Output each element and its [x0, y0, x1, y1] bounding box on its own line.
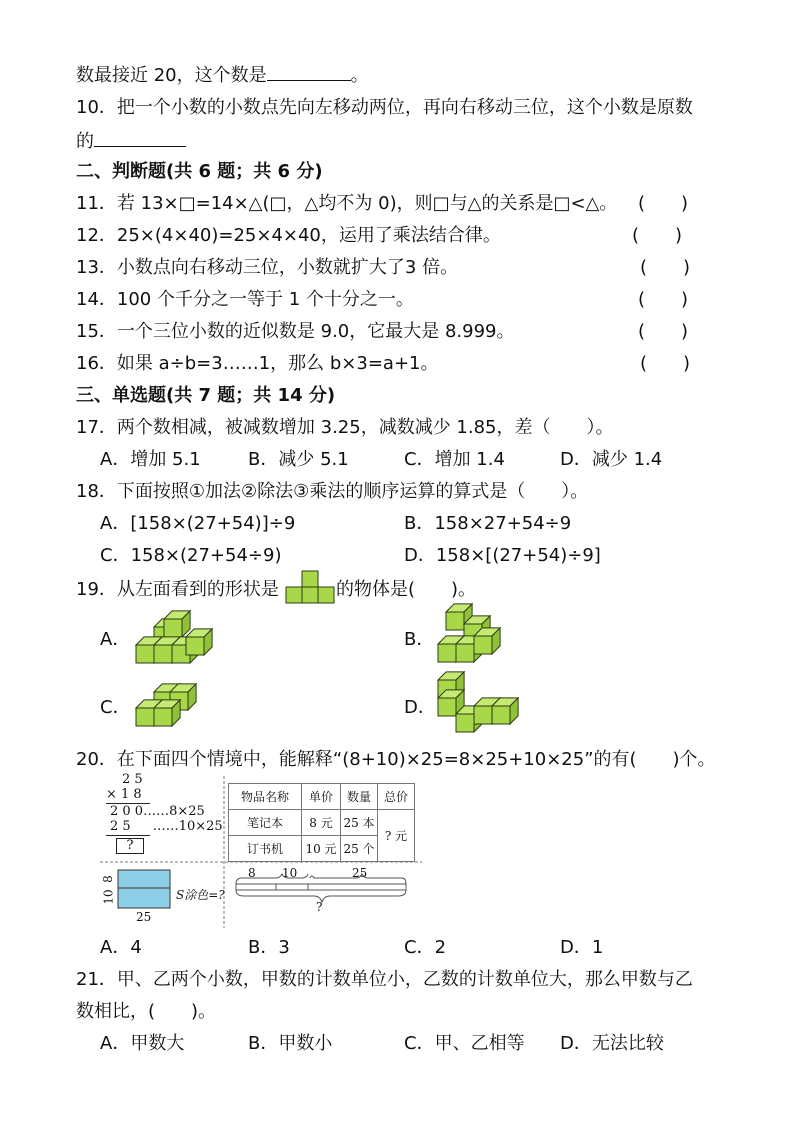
segment-label-25: 25 [352, 866, 368, 880]
cube-front-face [154, 645, 172, 663]
q17-option-c[interactable]: C．增加 1.4 [404, 449, 505, 470]
table-header: 数量 [341, 784, 378, 810]
table-total-cell: ? 元 [378, 810, 415, 862]
q17-option-b[interactable]: B．减少 5.1 [248, 449, 349, 470]
cube-front-face [456, 644, 474, 662]
q13: 13．小数点向右移动三位，小数就扩大了3 倍。 [76, 257, 459, 278]
q10-answer-blank[interactable] [94, 128, 186, 147]
q19-option-c[interactable]: C． [100, 697, 131, 718]
section-2-title: 二、判断题(共 6 题；共 6 分) [76, 161, 323, 182]
q13-answer-paren[interactable]: ( ) [640, 257, 691, 278]
q11-answer-paren[interactable]: ( ) [638, 193, 689, 214]
table-header: 总价 [378, 784, 415, 810]
cube-front-face [164, 619, 182, 637]
cube-front-face [456, 714, 474, 732]
q18-option-d[interactable]: D．158×[(27+54)÷9] [404, 545, 601, 566]
table-row [229, 810, 415, 836]
table-header-row [229, 784, 415, 810]
table-cell: 8 元 [302, 810, 341, 836]
q20-vertical-multiplication [102, 772, 222, 862]
mult-row-3-note: ……8×25 [143, 804, 205, 819]
q16-answer-paren[interactable]: ( ) [640, 353, 691, 374]
q21-option-c[interactable]: C．甲、乙相等 [404, 1033, 525, 1054]
mult-row-3-digits: 2 0 0 [110, 804, 144, 819]
mult-row-4 [110, 819, 223, 834]
q17: 17．两个数相减，被减数增加 3.25，减数减少 1.85，差（ ）。 [76, 417, 614, 438]
q21-option-a[interactable]: A．甲数大 [100, 1033, 185, 1054]
q21-line1: 21．甲、乙两个小数，甲数的计数单位小，乙数的计数单位大，那么甲数与乙 [76, 969, 693, 990]
q20-option-c[interactable]: C．2 [404, 937, 447, 958]
q19-left-view-figure [285, 570, 335, 604]
mult-row-4-digits: 2 5 [110, 819, 131, 834]
cube-front-face [474, 706, 492, 724]
q12: 12．25×(4×40)=25×4×40，运用了乘法结合律。 [76, 225, 501, 246]
mult-row-1: 2 5 [122, 772, 143, 787]
q19-option-a-cubes[interactable] [134, 605, 214, 665]
q21-option-b[interactable]: B．甲数小 [248, 1033, 333, 1054]
q18-option-a[interactable]: A．[158×(27+54)]÷9 [100, 513, 296, 534]
q18: 18．下面按照①加法②除法③乘法的顺序运算的算式是（ ）。 [76, 481, 589, 502]
q20-segment-diagram [234, 872, 414, 912]
q9-tail [76, 62, 369, 88]
q12-answer-paren[interactable]: ( ) [632, 225, 683, 246]
cube-front-face [136, 645, 154, 663]
cube-front-face [474, 636, 492, 654]
mult-result-box: ? [116, 838, 144, 854]
rect-label-25: 25 [136, 910, 152, 924]
q20-option-d[interactable]: D．1 [560, 937, 604, 958]
q20-option-b[interactable]: B．3 [248, 937, 290, 958]
q18-option-c[interactable]: C．158×(27+54÷9) [100, 545, 282, 566]
q20-price-table [228, 783, 415, 862]
q10-line1: 10．把一个小数的小数点先向左移动两位，再向右移动三位，这个小数是原数 [76, 97, 693, 118]
q15: 15．一个三位小数的近似数是 9.0，它最大是 8.999。 [76, 321, 515, 342]
segment-question: ? [316, 900, 323, 914]
cube-front-face [438, 698, 456, 716]
segment-label-8: 8 [248, 866, 256, 880]
q14-answer-paren[interactable]: ( ) [638, 289, 689, 310]
q16: 16．如果 a÷b=3……1，那么 b×3=a+1。 [76, 353, 439, 374]
table-cell: 25 个 [341, 836, 378, 862]
mult-row-3 [110, 804, 205, 819]
mult-row-2: × 1 8 [106, 787, 142, 802]
cube-front-face [446, 612, 464, 630]
cube-front-face [186, 637, 204, 655]
q10-text: 的 [76, 131, 94, 152]
q21-option-d[interactable]: D．无法比较 [560, 1033, 664, 1054]
q19-option-c-cubes[interactable] [134, 680, 198, 732]
cube-front-face [136, 708, 154, 726]
segment-label-10: 10 [282, 866, 298, 880]
table-header: 物品名称 [229, 784, 302, 810]
q19-option-a[interactable]: A． [100, 629, 131, 650]
table-cell: 25 本 [341, 810, 378, 836]
q19-option-b-cubes[interactable] [436, 604, 500, 666]
q20: 20．在下面四个情境中，能解释“(8+10)×25=8×25+10×25”的有( )个。 [76, 749, 716, 770]
cube-front-face [438, 644, 456, 662]
q11: 11．若 13×□=14×△(□，△均不为 0)，则□与△的关系是□<△。 [76, 193, 618, 214]
table-header: 单价 [302, 784, 341, 810]
q18-option-b[interactable]: B．158×27+54÷9 [404, 513, 572, 534]
q19-option-d-cubes[interactable] [436, 674, 516, 736]
q15-answer-paren[interactable]: ( ) [638, 321, 689, 342]
q19-option-b[interactable]: B． [404, 629, 435, 650]
q9-answer-blank[interactable] [267, 62, 351, 81]
q19-option-d[interactable]: D． [404, 697, 436, 718]
rect-area-formula: S涂色=? [176, 888, 225, 902]
cube-front-face [492, 706, 510, 724]
cube-front-face [154, 708, 172, 726]
section-3-title: 三、单选题(共 7 题；共 14 分) [76, 385, 336, 406]
q9-end: 。 [350, 65, 369, 86]
q19-text-b: 的物体是( )。 [336, 579, 477, 600]
mult-rule-2 [106, 835, 150, 836]
rect-label-10: 10 [101, 889, 116, 905]
rect-label-8: 8 [100, 875, 115, 883]
q9-text: 数最接近 20，这个数是 [76, 65, 267, 86]
q21-line2: 数相比，( )。 [76, 1001, 217, 1022]
table-cell: 笔记本 [229, 810, 302, 836]
q10-line2 [76, 128, 186, 154]
q17-option-a[interactable]: A．增加 5.1 [100, 449, 201, 470]
mult-row-4-note: ……10×25 [152, 819, 223, 834]
table-cell: 订书机 [229, 836, 302, 862]
q17-option-d[interactable]: D．减少 1.4 [560, 449, 663, 470]
table-cell: 10 元 [302, 836, 341, 862]
q19-text-a: 19．从左面看到的形状是 [76, 579, 279, 600]
q14: 14．100 个千分之一等于 1 个十分之一。 [76, 289, 414, 310]
q20-option-a[interactable]: A．4 [100, 937, 142, 958]
